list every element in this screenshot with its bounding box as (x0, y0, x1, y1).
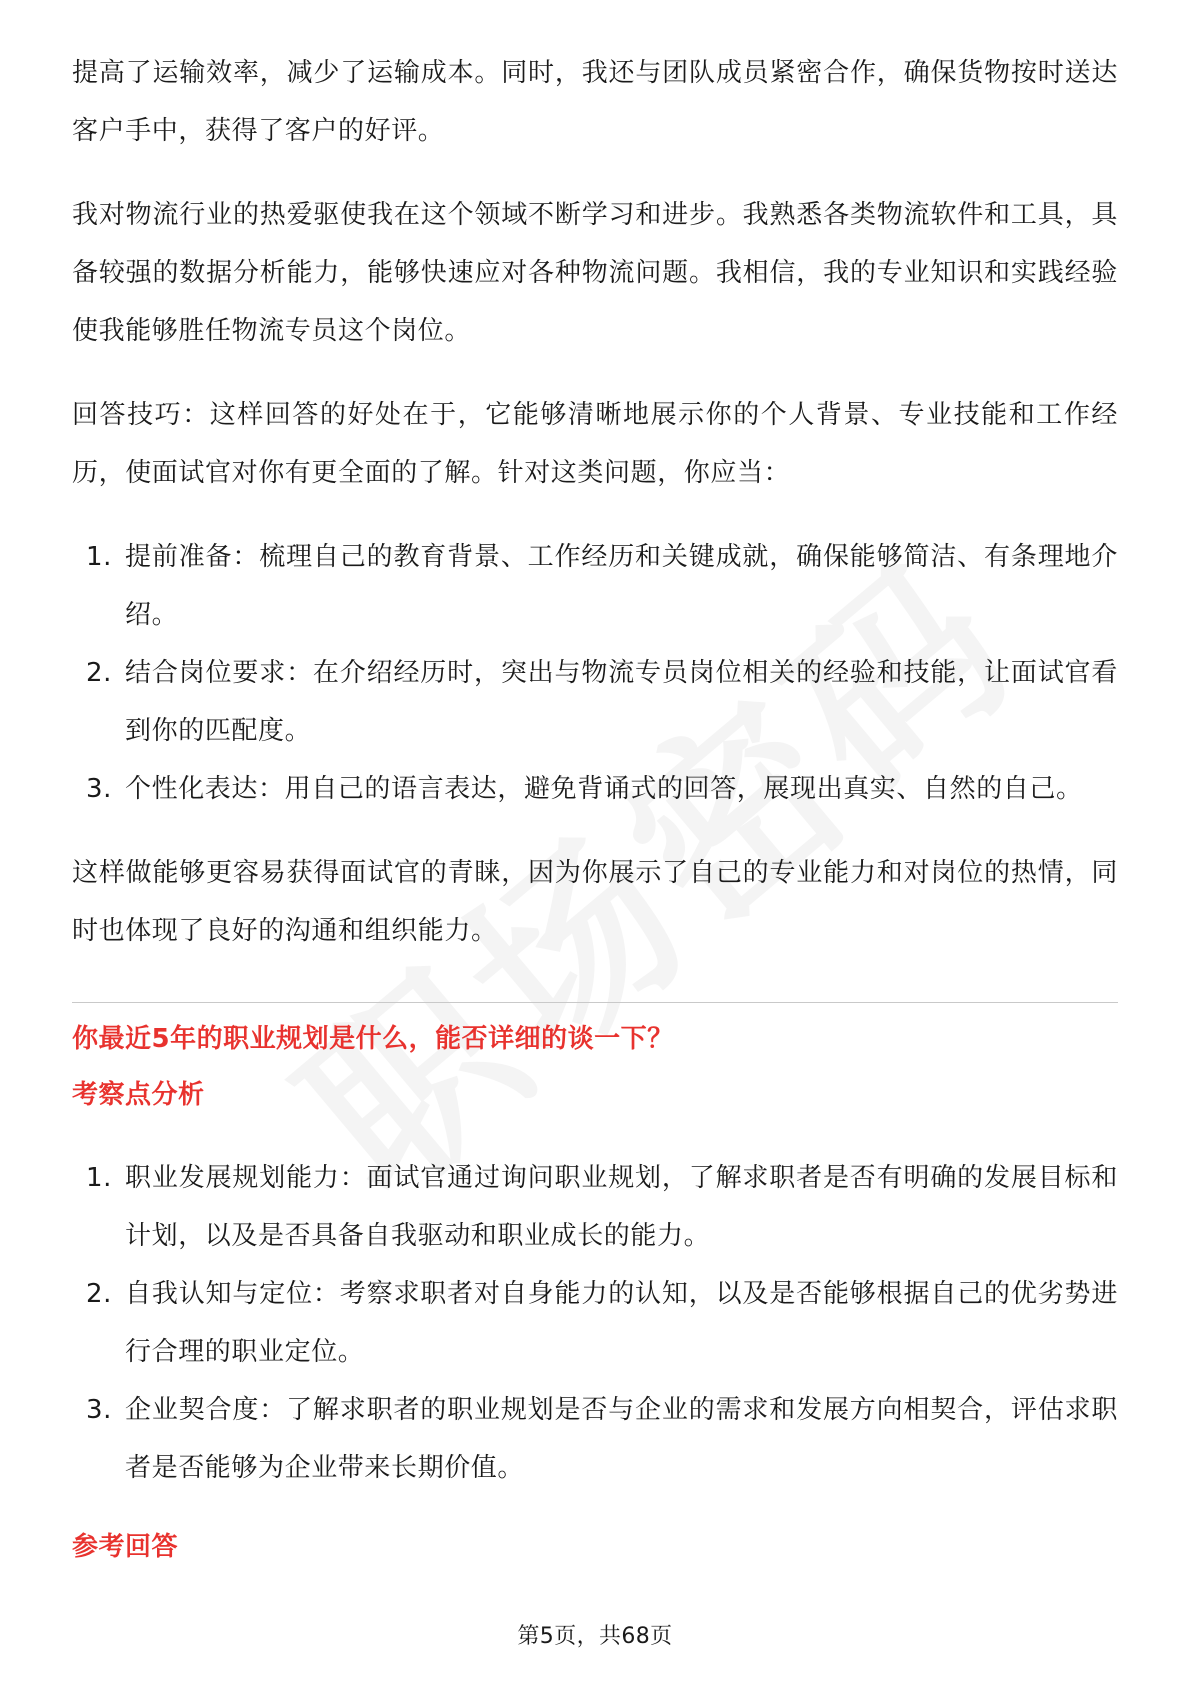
list-item-text: 企业契合度：了解求职者的职业规划是否与企业的需求和发展方向相契合，评估求职者是否能够为企业带来长期价值。 (125, 1395, 1118, 1483)
list-number: 1. (86, 542, 113, 572)
paragraph-passion-logistics: 我对物流行业的热爱驱使我在这个领域不断学习和进步。我熟悉各类物流软件和工具，具备较强的数据分析能力，能够快速应对各种物流问题。我相信，我的专业知识和实践经验使我能够胜任物流专员这个岗位。 (72, 200, 1118, 346)
list-number: 1. (86, 1163, 113, 1193)
list-item-text: 职业发展规划能力：面试官通过询问职业规划，了解求职者是否有明确的发展目标和计划，以及是否具备自我驱动和职业成长的能力。 (125, 1163, 1118, 1251)
paragraph-closing: 这样做能够更容易获得面试官的青睐，因为你展示了自己的专业能力和对岗位的热情，同时也体现了良好的沟通和组织能力。 (72, 858, 1118, 946)
list-item (72, 1265, 1118, 1381)
list-item (72, 1149, 1118, 1265)
list-number: 3. (86, 1395, 113, 1425)
page-footer: 第5页，共68页 (517, 1624, 673, 1649)
paragraph-transport-efficiency: 提高了运输效率，减少了运输成本。同时，我还与团队成员紧密合作，确保货物按时送达客户手中，获得了客户的好评。 (72, 58, 1118, 146)
analysis-heading: 考察点分析 (72, 1080, 205, 1110)
paragraph-answer-tips: 回答技巧：这样回答的好处在于，它能够清晰地展示你的个人背景、专业技能和工作经历，使面试官对你有更全面的了解。针对这类问题，你应当： (72, 400, 1118, 488)
document-page (72, 44, 1118, 1575)
list-item-text: 自我认知与定位：考察求职者对自身能力的认知，以及是否能够根据自己的优劣势进行合理的职业定位。 (125, 1279, 1118, 1367)
list-item-text: 个性化表达：用自己的语言表达，避免背诵式的回答，展现出真实、自然的自己。 (125, 774, 1083, 804)
tips-list (72, 528, 1118, 818)
list-item (72, 644, 1118, 760)
list-number: 2. (86, 658, 113, 688)
list-item-text: 结合岗位要求：在介绍经历时，突出与物流专员岗位相关的经验和技能，让面试官看到你的匹配度。 (125, 658, 1118, 746)
list-item (72, 1381, 1118, 1497)
reference-heading: 参考回答 (72, 1532, 179, 1562)
list-number: 2. (86, 1279, 113, 1309)
question-heading: 你最近5年的职业规划是什么，能否详细的谈一下？ (72, 1024, 674, 1054)
list-item (72, 528, 1118, 644)
analysis-list (72, 1149, 1118, 1497)
list-number: 3. (86, 774, 113, 804)
list-item-text: 提前准备：梳理自己的教育背景、工作经历和关键成就，确保能够简洁、有条理地介绍。 (125, 542, 1118, 630)
list-item (72, 760, 1118, 818)
